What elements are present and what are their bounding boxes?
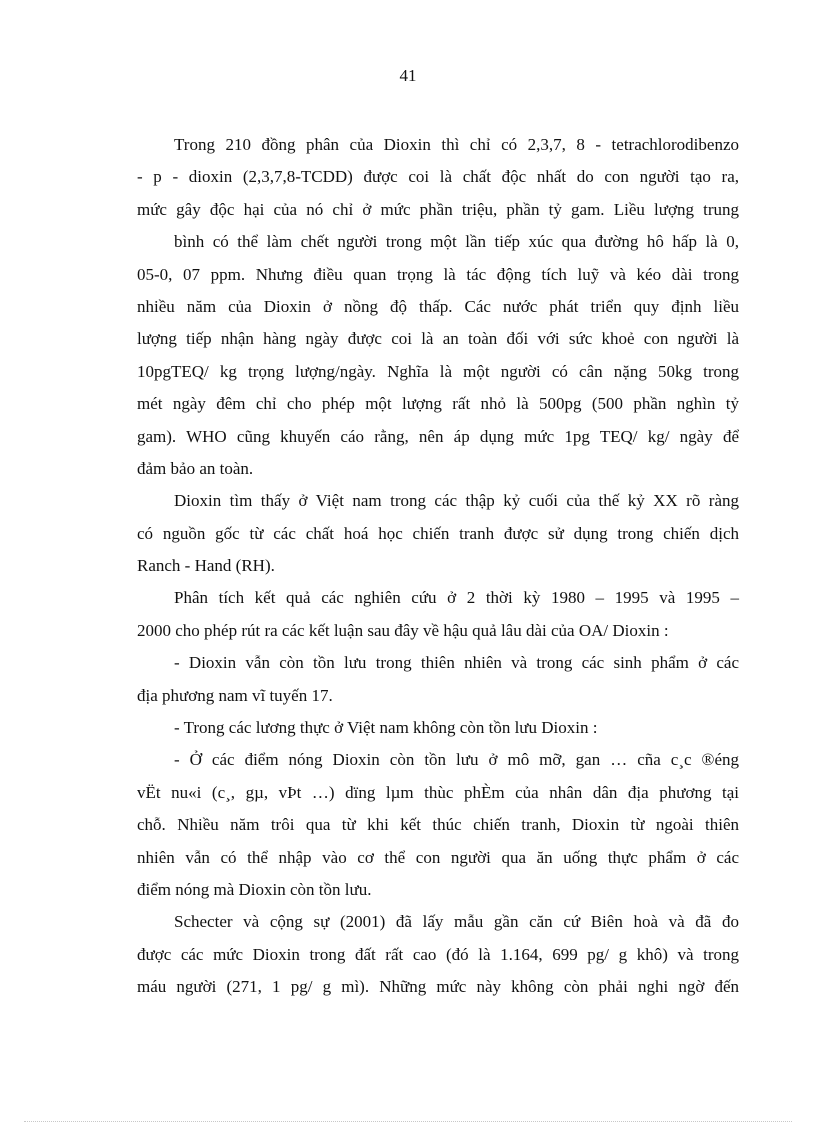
paragraph xyxy=(137,647,739,712)
paragraph xyxy=(137,226,739,485)
text-line: máu người (271, 1 pg/ g mì). Những mức này không còn phải nghi ngờ đến xyxy=(137,977,739,997)
text-line: Trong 210 đồng phân của Dioxin thì chỉ có 2,3,7, 8 - tetrachlorodibenzo xyxy=(174,135,739,154)
text-line: chỗ. Nhiều năm trôi qua từ khi kết thúc chiến tranh, Dioxin từ ngoài thiên xyxy=(137,815,739,835)
text-line: có nguồn gốc từ các chất hoá học chiến tranh được sử dụng trong chiến dịch xyxy=(137,523,739,543)
document-body xyxy=(137,129,739,1004)
text-line: Dioxin tìm thấy ở Việt nam trong các thập kỷ cuối của thế kỷ XX rõ ràng xyxy=(174,491,739,511)
text-line: nhiều năm của Dioxin ở nồng độ thấp. Các nước phát triển quy định liều xyxy=(137,296,739,316)
text-line: - Ở các điểm nóng Dioxin còn tồn lưu ở mô mỡ, gan … cña c¸c ®éng xyxy=(174,750,739,770)
text-line: vËt nu«i (c¸, gµ, vÞt …) dïng lµm thùc phÈm của nhân dân địa phương tại xyxy=(137,782,739,802)
text-line: lượng tiếp nhận hàng ngày được coi là an toàn đối với sức khoẻ con người là xyxy=(137,329,739,349)
page-number: 41 xyxy=(399,66,417,85)
text-line: mức gây độc hại của nó chỉ ở mức phần triệu, phần tỷ gam. Liều lượng trung xyxy=(137,199,739,219)
text-line: 05-0, 07 ppm. Nhưng điều quan trọng là tác động tích luỹ và kéo dài trong xyxy=(137,264,739,284)
text-line: được các mức Dioxin trong đất rất cao (đó là 1.164, 699 pg/ g khô) và trong xyxy=(137,944,739,964)
paragraph xyxy=(137,485,739,582)
text-line: - p - dioxin (2,3,7,8-TCDD) được coi là chất độc nhất do con người tạo ra, xyxy=(137,167,739,187)
text-line: Ranch - Hand (RH). xyxy=(137,556,275,576)
text-line: đảm bảo an toàn. xyxy=(137,458,254,478)
paragraph xyxy=(137,744,739,906)
text-line: - Trong các lương thực ở Việt nam không còn tồn lưu Dioxin : xyxy=(174,718,598,738)
text-line: gam). WHO cũng khuyến cáo rằng, nên áp dụng mức 1pg TEQ/ kg/ ngày để xyxy=(137,426,739,446)
paragraph xyxy=(137,712,739,744)
paragraph xyxy=(137,582,739,647)
text-line: 10pgTEQ/ kg trọng lượng/ngày. Nghĩa là một người có cân nặng 50kg trong xyxy=(137,361,739,381)
text-line: Schecter và cộng sự (2001) đã lấy mẫu gần căn cứ Biên hoà và đã đo xyxy=(174,912,739,932)
text-line: địa phương nam vĩ tuyến 17. xyxy=(137,685,333,705)
text-line: - Dioxin vẫn còn tồn lưu trong thiên nhiên và trong các sinh phẩm ở các xyxy=(174,653,739,673)
page-bottom-divider xyxy=(24,1121,792,1122)
paragraph xyxy=(137,906,739,1003)
text-line: Phân tích kết quả các nghiên cứu ở 2 thời kỳ 1980 – 1995 và 1995 – xyxy=(174,588,739,608)
text-line: bình có thể làm chết người trong một lần tiếp xúc qua đường hô hấp là 0, xyxy=(174,232,739,252)
text-line: mét ngày đêm chỉ cho phép một lượng rất nhỏ là 500pg (500 phần nghìn tỷ xyxy=(137,394,739,414)
paragraph xyxy=(137,129,739,226)
text-line: nhiên vẫn có thể nhập vào cơ thể con người qua ăn uống thực phẩm ở các xyxy=(137,847,739,867)
text-line: 2000 cho phép rút ra các kết luận sau đây về hậu quả lâu dài của OA/ Dioxin : xyxy=(137,620,669,640)
text-line: điểm nóng mà Dioxin còn tồn lưu. xyxy=(137,879,372,899)
